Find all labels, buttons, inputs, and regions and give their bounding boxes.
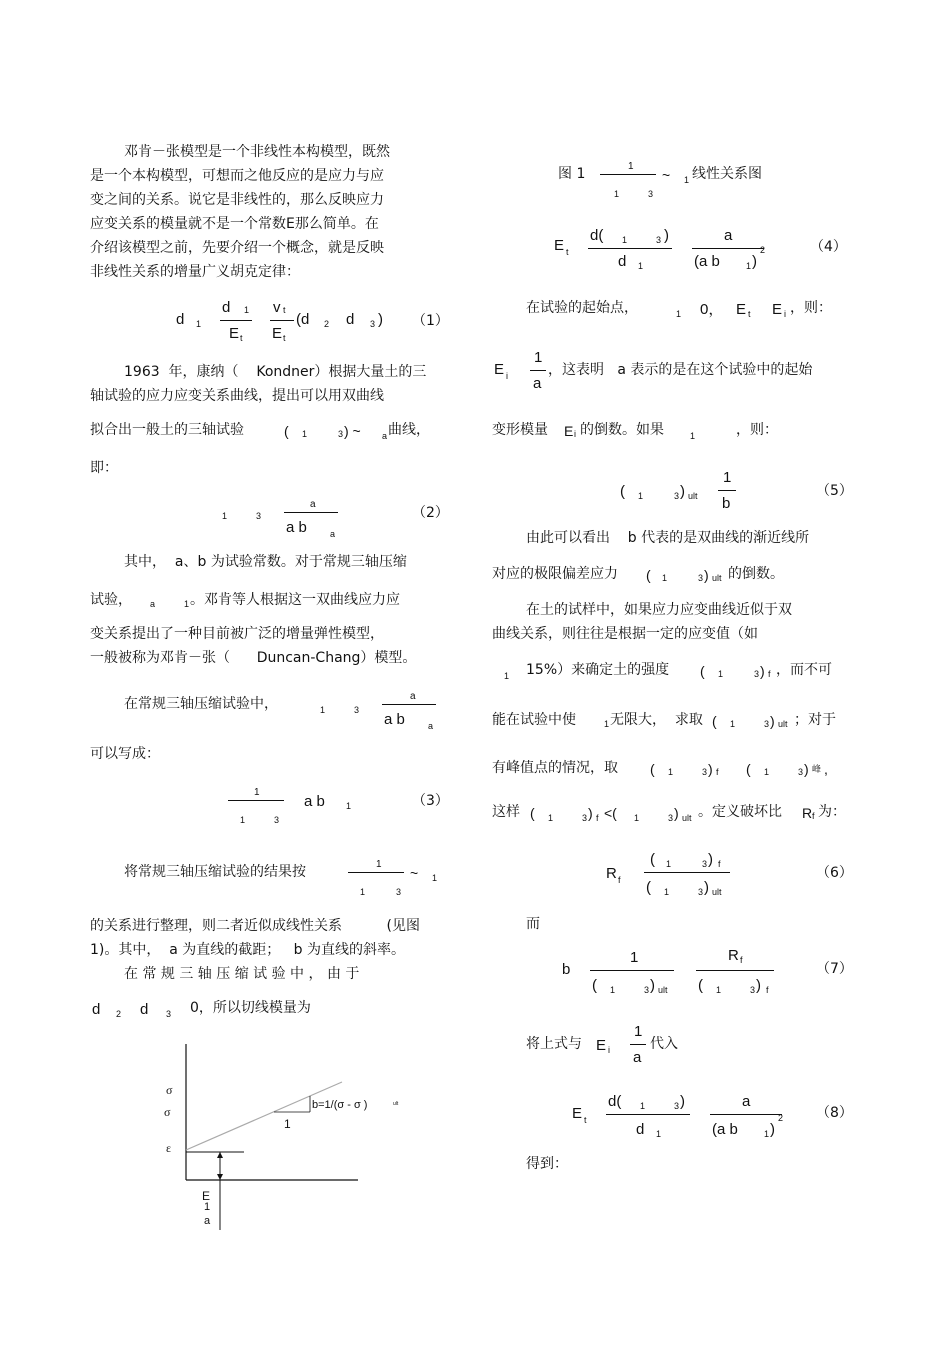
er-label: 而 <box>526 916 540 932</box>
intro-line-1: 邓肯－张模型是一个非线性本构模型，既然 <box>124 144 390 160</box>
figure-1-graph <box>150 1040 399 1240</box>
ji-label: 即： <box>90 460 118 476</box>
intro-line-5: 介绍该模型之前，先要介绍一个概念，就是反映 <box>90 240 384 256</box>
y-axis-eps: ε <box>166 1141 172 1155</box>
intro-line-3: 变之间的关系。说它是非线性的，那么反映应力 <box>90 192 384 208</box>
model-line-1: 变关系提出了一种目前被广泛的增量弹性模型， <box>90 626 384 642</box>
intro-line-4: 应变关系的模量就不是一个常数E那么简单。在 <box>90 216 379 232</box>
youyu-line: 在 常 规 三 轴 压 缩 试 验 中 ， 由 于 <box>124 966 360 982</box>
slope-ult: ult <box>393 1101 399 1107</box>
soil-line-2: 曲线关系，则往往是根据一定的应变值（如 <box>492 626 758 642</box>
params-line: 其中， a、b 为试验常数。对于常规三轴压缩 <box>124 554 407 570</box>
kondner-line-2: 轴试验的应力应变关系曲线，提出可以用双曲线 <box>90 388 384 404</box>
y-axis-sigma: σ <box>166 1083 173 1097</box>
linear-line-2: 1)。其中， a 为直线的截距； b 为直线的斜率。 <box>90 942 405 958</box>
soil-line-1: 在土的试样中，如果应力应变曲线近似于双 <box>526 602 792 618</box>
kondner-line-1: 1963 年，康纳（ Kondner）根据大量土的三 <box>124 364 427 380</box>
slope-run-label: 1 <box>284 1117 291 1131</box>
can-write-label: 可以写成： <box>90 746 160 762</box>
intro-line-6: 非线性关系的增量广义胡克定律： <box>90 264 300 280</box>
asym-line: 由此可以看出 b 代表的是双曲线的渐近线所 <box>526 530 810 546</box>
graph-svg <box>150 1040 370 1240</box>
linear-line-1: 的关系进行整理，则二者近似成线性关系 (见图 <box>90 918 420 934</box>
y-axis-sigma-2: σ <box>164 1105 171 1119</box>
model-line-2: 一般被称为邓肯－张（ Duncan-Chang）模型。 <box>90 650 417 666</box>
fit-line <box>186 1082 342 1150</box>
get-label: 得到： <box>526 1156 568 1172</box>
intercept-a: a <box>204 1215 211 1227</box>
intercept-1: 1 <box>204 1201 211 1213</box>
intro-line-2: 是一个本构模型，可想而之他反应的是应力与应 <box>90 168 384 184</box>
intercept-E: E <box>202 1189 211 1203</box>
slope-label: b=1/(σ - σ ) <box>312 1099 368 1111</box>
